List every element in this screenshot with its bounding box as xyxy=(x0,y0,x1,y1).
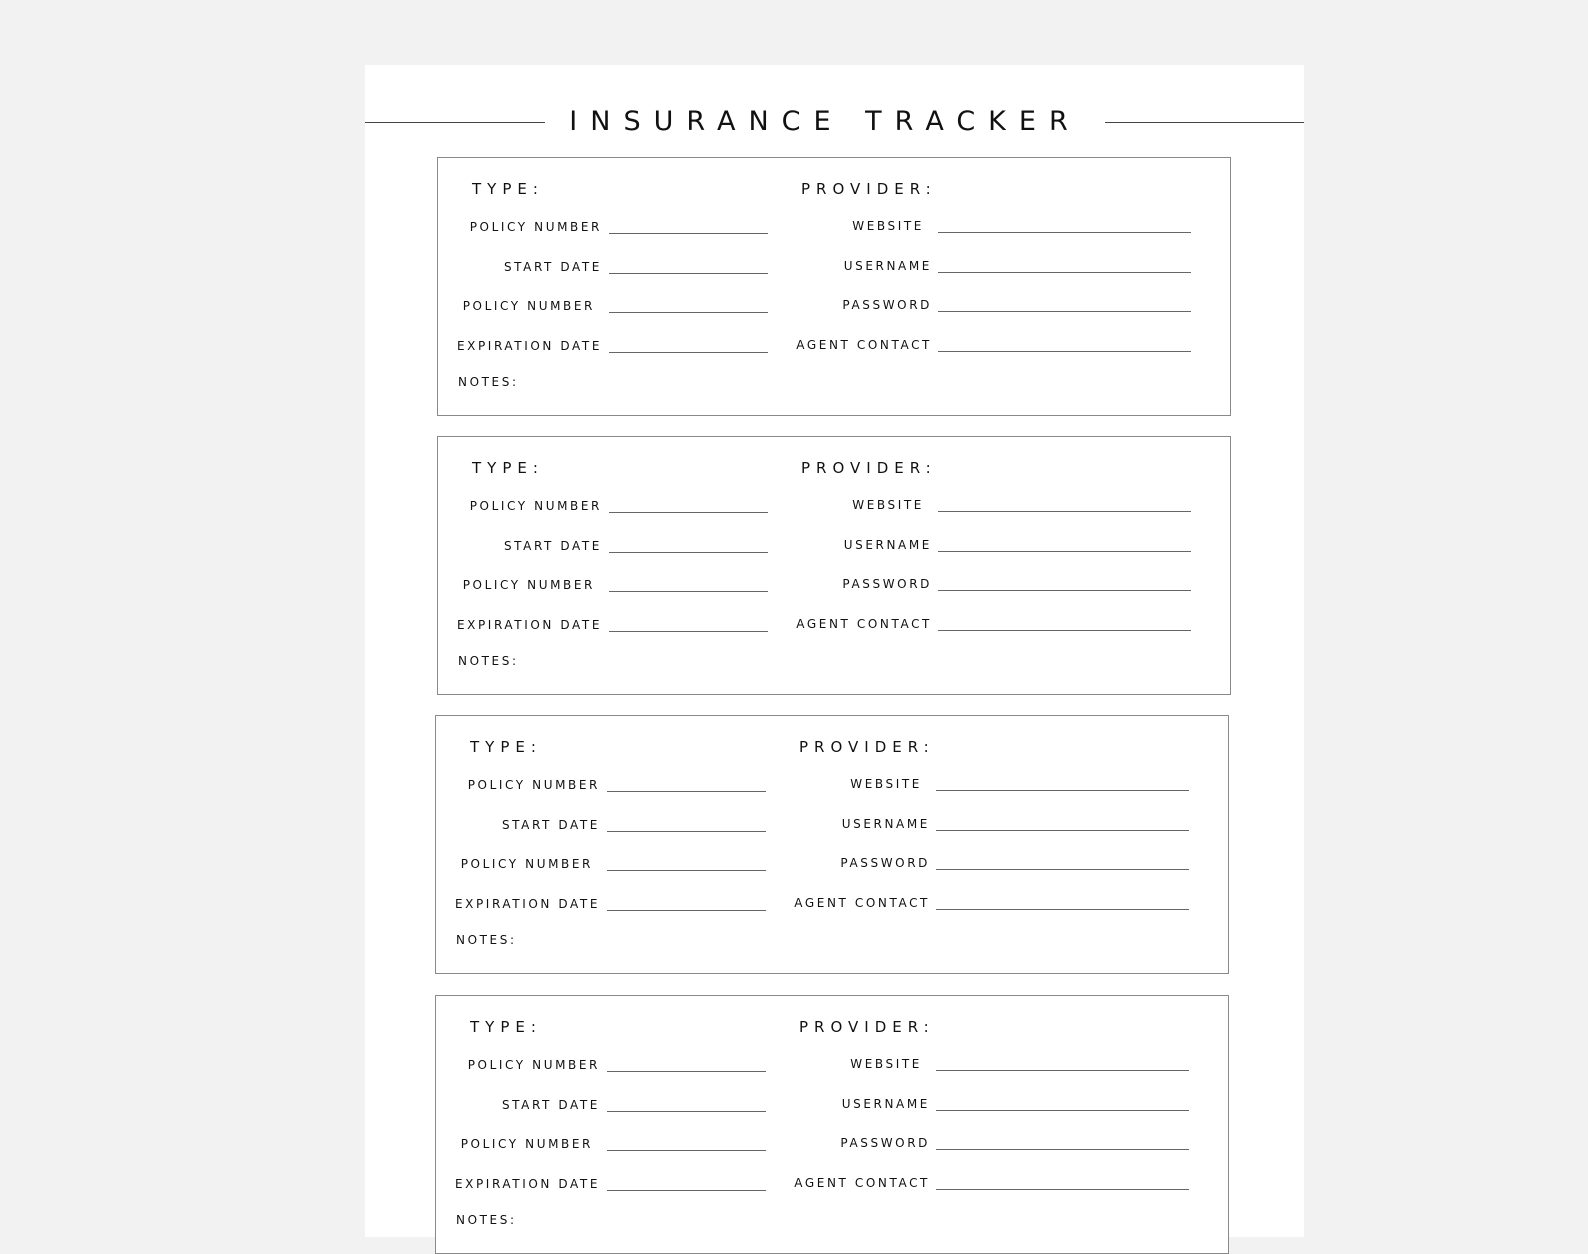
expiration-date-label: EXPIRATION DATE xyxy=(454,897,600,911)
expiration-date-label: EXPIRATION DATE xyxy=(454,1177,600,1191)
agent-contact-label: AGENT CONTACT xyxy=(796,617,932,631)
type-heading: TYPE: xyxy=(472,180,544,198)
username-field[interactable] xyxy=(936,830,1189,831)
policy-number-2-label: POLICY NUMBER xyxy=(460,1137,593,1151)
start-date-field[interactable] xyxy=(609,552,768,553)
agent-contact-label: AGENT CONTACT xyxy=(796,338,932,352)
expiration-date-label: EXPIRATION DATE xyxy=(456,618,602,632)
policy-number-label: POLICY NUMBER xyxy=(467,778,600,792)
website-label: WEBSITE xyxy=(850,777,922,791)
provider-heading: PROVIDER: xyxy=(799,1018,935,1036)
policy-number-2-field[interactable] xyxy=(607,1150,766,1151)
policy-number-label: POLICY NUMBER xyxy=(469,499,602,513)
start-date-label: START DATE xyxy=(503,539,602,553)
type-heading: TYPE: xyxy=(470,1018,542,1036)
agent-contact-field[interactable] xyxy=(936,1189,1189,1190)
provider-heading: PROVIDER: xyxy=(801,180,937,198)
username-field[interactable] xyxy=(938,272,1191,273)
agent-contact-field[interactable] xyxy=(938,630,1191,631)
provider-heading: PROVIDER: xyxy=(799,738,935,756)
website-field[interactable] xyxy=(938,511,1191,512)
notes-label: NOTES: xyxy=(456,1213,517,1227)
start-date-label: START DATE xyxy=(501,818,600,832)
start-date-label: START DATE xyxy=(503,260,602,274)
agent-contact-field[interactable] xyxy=(938,351,1191,352)
website-field[interactable] xyxy=(936,1070,1189,1071)
notes-field[interactable] xyxy=(518,649,1208,679)
website-label: WEBSITE xyxy=(850,1057,922,1071)
start-date-label: START DATE xyxy=(501,1098,600,1112)
password-field[interactable] xyxy=(936,1149,1189,1150)
policy-number-label: POLICY NUMBER xyxy=(469,220,602,234)
start-date-field[interactable] xyxy=(607,1111,766,1112)
expiration-date-field[interactable] xyxy=(607,910,766,911)
website-label: WEBSITE xyxy=(852,498,924,512)
password-label: PASSWORD xyxy=(842,298,932,312)
policy-number-field[interactable] xyxy=(609,512,768,513)
notes-label: NOTES: xyxy=(458,375,519,389)
username-field[interactable] xyxy=(936,1110,1189,1111)
notes-field[interactable] xyxy=(516,928,1206,958)
password-field[interactable] xyxy=(938,311,1191,312)
username-label: USERNAME xyxy=(843,259,932,273)
website-field[interactable] xyxy=(938,232,1191,233)
expiration-date-label: EXPIRATION DATE xyxy=(456,339,602,353)
agent-contact-field[interactable] xyxy=(936,909,1189,910)
policy-card xyxy=(437,436,1231,695)
password-field[interactable] xyxy=(936,869,1189,870)
provider-heading: PROVIDER: xyxy=(801,459,937,477)
notes-label: NOTES: xyxy=(456,933,517,947)
policy-number-field[interactable] xyxy=(607,1071,766,1072)
password-label: PASSWORD xyxy=(840,1136,930,1150)
policy-card xyxy=(437,157,1231,416)
expiration-date-field[interactable] xyxy=(607,1190,766,1191)
policy-number-label: POLICY NUMBER xyxy=(467,1058,600,1072)
type-heading: TYPE: xyxy=(470,738,542,756)
policy-number-2-field[interactable] xyxy=(607,870,766,871)
username-label: USERNAME xyxy=(841,1097,930,1111)
page-title: INSURANCE TRACKER xyxy=(569,106,1081,137)
notes-field[interactable] xyxy=(518,370,1208,400)
policy-number-2-field[interactable] xyxy=(609,312,768,313)
start-date-field[interactable] xyxy=(609,273,768,274)
password-field[interactable] xyxy=(938,590,1191,591)
policy-number-2-field[interactable] xyxy=(609,591,768,592)
expiration-date-field[interactable] xyxy=(609,631,768,632)
policy-number-2-label: POLICY NUMBER xyxy=(460,857,593,871)
username-label: USERNAME xyxy=(841,817,930,831)
policy-number-field[interactable] xyxy=(609,233,768,234)
policy-number-2-label: POLICY NUMBER xyxy=(462,299,595,313)
agent-contact-label: AGENT CONTACT xyxy=(794,896,930,910)
expiration-date-field[interactable] xyxy=(609,352,768,353)
notes-field[interactable] xyxy=(516,1208,1206,1238)
title-rule-left xyxy=(365,122,545,123)
website-field[interactable] xyxy=(936,790,1189,791)
policy-card xyxy=(435,715,1229,974)
username-label: USERNAME xyxy=(843,538,932,552)
type-heading: TYPE: xyxy=(472,459,544,477)
title-rule-right xyxy=(1105,122,1304,123)
policy-number-field[interactable] xyxy=(607,791,766,792)
password-label: PASSWORD xyxy=(842,577,932,591)
policy-card xyxy=(435,995,1229,1254)
start-date-field[interactable] xyxy=(607,831,766,832)
password-label: PASSWORD xyxy=(840,856,930,870)
username-field[interactable] xyxy=(938,551,1191,552)
website-label: WEBSITE xyxy=(852,219,924,233)
agent-contact-label: AGENT CONTACT xyxy=(794,1176,930,1190)
policy-number-2-label: POLICY NUMBER xyxy=(462,578,595,592)
notes-label: NOTES: xyxy=(458,654,519,668)
